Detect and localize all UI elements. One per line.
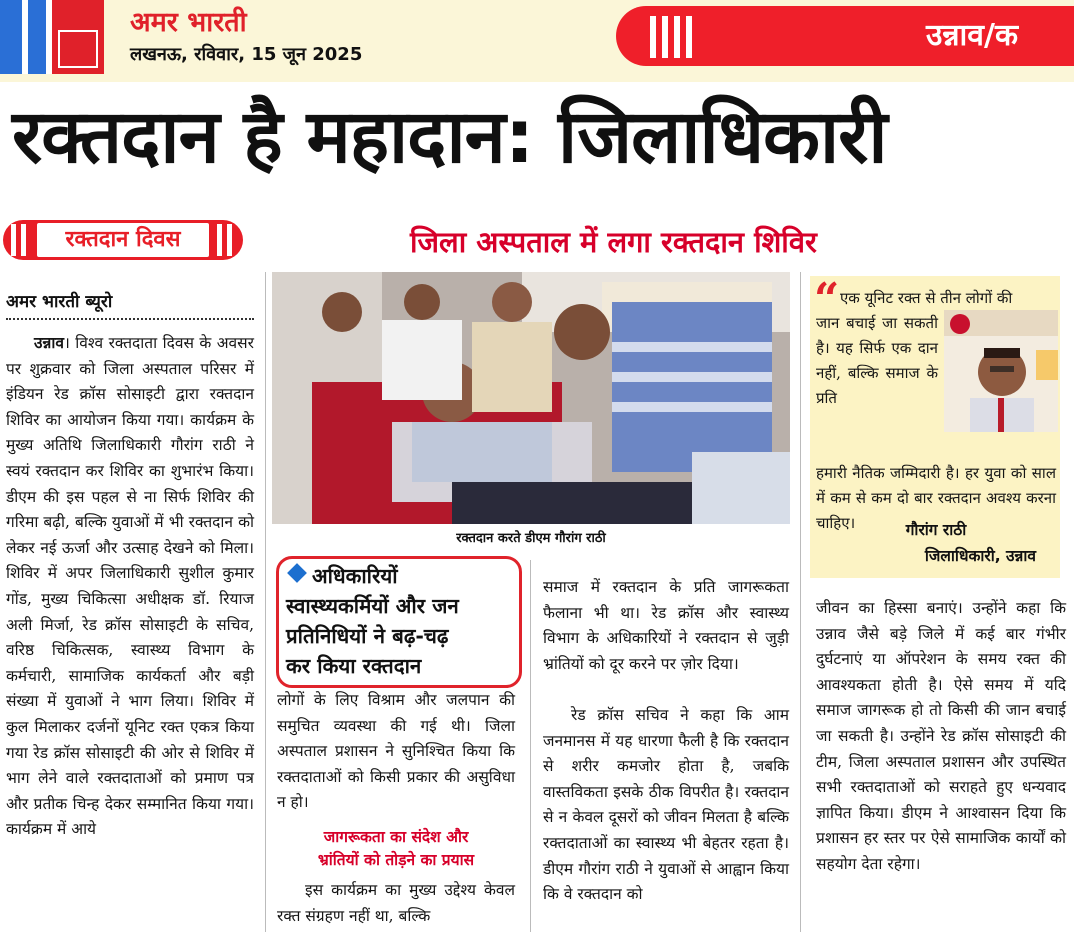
news-photo [272, 272, 790, 524]
highlight-line: अधिकारियों [312, 564, 398, 588]
highlight-text [286, 561, 512, 681]
kicker-label [3, 220, 243, 260]
article-column-3-continued: रेड क्रॉस सचिव ने कहा कि आम जनमानस में यह धारणा फैली है कि रक्तदान से शरीर कमजोर होता है, जबकि वास्तविकता इसके ठीक विपरीत है। रक्तदान से न केवल दूसरों को जीवन मिलता है बल्कि रक्तदाताओं का स्वास्थ्य भी बेहतर रहता है। डीएम गौरांग राठी ने युवाओं से आह्वान किया कि वे रक्तदान को [543, 706, 789, 904]
column-rule [265, 272, 266, 932]
portrait-illustration [944, 310, 1058, 432]
headline: रक्तदान है महादान: जिलाधिकारी [12, 94, 887, 180]
section-name: उन्नाव/क [926, 18, 1018, 53]
column-1-text: । विश्व रक्तदाता दिवस के अवसर पर शुक्रवार को जिला अस्पताल परिसर में इंडियन रेड क्रॉस सोसाइटी द्वारा रक्तदान शिविर का आयोजन किया गया। कार्यक्रम के मुख्य अतिथि जिलाधिकारी गौरांग राठी ने स्वयं रक्तदान कर शिविर का शुभारंभ किया। डीएम की इस पहल से ना सिर्फ शिविर की गरिमा बढ़ी, बल्कि युवाओं में भी रक्तदान को लेकर नई ऊर्जा और उत्साह देखने को मिला। शिविर में अपर जिलाधिकारी सुशील कुमार गोंड, मुख्य चिकित्सा अधीक्षक डॉ. रियाज अली मिर्जा, रेड क्रॉस सोसाइटी के सचिव, वरिष्ठ चिकित्सक, स्वास्थ्य विभाग के कर्मचारी, सामाजिक कार्यकर्ता और बड़ी संख्या में युवाओं ने भाग लिया। शिविर में कुल मिलाकर दर्जनों यूनिट रक्त एकत्र किया गया रेड क्रॉस सोसाइटी की ओर से शिविर में भाग लेने वाले रक्तदाताओं को प्रमाण पत्र और प्रतीक चिन्ह देकर सम्मानित किया गया। कार्यक्रम में आये [6, 334, 254, 839]
column-rule [530, 560, 531, 932]
article-column-2: लोगों के लिए विश्राम और जलपान की समुचित व्यवस्था की गई थी। जिला अस्पताल प्रशासन ने सुनिश्चित किया कि रक्तदाताओं को किसी प्रकार की असुविधा न हो। [277, 691, 515, 812]
article-column-1 [6, 330, 254, 843]
highlight-line: कर किया रक्तदान [286, 654, 422, 678]
photo-illustration [272, 272, 790, 524]
subhead: जिला अस्पताल में लगा रक्तदान शिविर [410, 225, 817, 259]
quote-text: हमारी नैतिक जम्मिदारी है। हर युवा को साल में कम से कम दो बार रक्तदान अवश्य करना चाहिए। [816, 464, 1056, 532]
quote-mark-icon: “ [814, 274, 840, 325]
highlight-line: प्रतिनिधियों ने बढ़-चढ़ [286, 624, 449, 648]
article-column-4: जीवन का हिस्सा बनाएं। उन्होंने कहा कि उन्नाव जैसे बड़े जिले में कई बार गंभीर दुर्घटनाएं या ऑपरेशन के समय रक्त की आवश्यकता होती है। ऐसे समय में यदि समाज जागरूक हो तो किसी की जान बचाई जा सकती है। उन्होंने रेड क्रॉस सोसाइटी की टीम, जिला अस्पताल प्रशासन और उपस्थित सभी रक्तदाताओं को सराहते हुए धन्यवाद ज्ञापित किया। डीएम ने आश्वासन दिया कि प्रशासन हर स्तर पर ऐसे सामाजिक कार्यों को सहयोग देता रहेगा। [816, 599, 1066, 873]
newspaper-logo [0, 0, 104, 74]
photo-caption: रक्तदान करते डीएम गौरांग राठी [456, 531, 606, 546]
subsection-line: जागरूकता का संदेश और [323, 828, 469, 846]
subsection-heading [277, 826, 515, 872]
paper-name: अमर भारती [130, 7, 247, 38]
quote-text: जान बचाई जा सकती है। यह सिर्फ एक दान नहीं, बल्कि समाज के प्रति [816, 314, 938, 407]
dateline: लखनऊ, रविवार, 15 जून 2025 [130, 44, 363, 65]
byline: अमर भारती ब्यूरो [6, 292, 113, 312]
column-rule [800, 272, 801, 932]
subsection-line: भ्रांतियों को तोड़ने का प्रयास [317, 851, 475, 869]
byline-divider [6, 318, 254, 320]
article-column-2-continued: इस कार्यक्रम का मुख्य उद्देश्य केवल रक्त संग्रहण नहीं था, बल्कि [277, 881, 515, 925]
portrait-photo [944, 310, 1058, 432]
quote-author-role: जिलाधिकारी, उन्नाव [924, 547, 1036, 565]
dateline-place: उन्नाव [34, 333, 64, 352]
article-column-3: समाज में रक्तदान के प्रति जागरूकता फैलाना भी था। रेड क्रॉस और स्वास्थ्य विभाग के अधिकारियों ने रक्तदान से जुड़ी भ्रांतियों को दूर करने पर ज़ोर दिया। [543, 578, 789, 673]
quote-author-name: गौरांग राठी [905, 521, 967, 539]
kicker-text: रक्तदान दिवस [65, 227, 181, 252]
quote-line: एक यूनिट रक्त से तीन लोगों की [840, 289, 1013, 307]
highlight-line: स्वास्थ्यकर्मियों और जन [286, 594, 459, 618]
